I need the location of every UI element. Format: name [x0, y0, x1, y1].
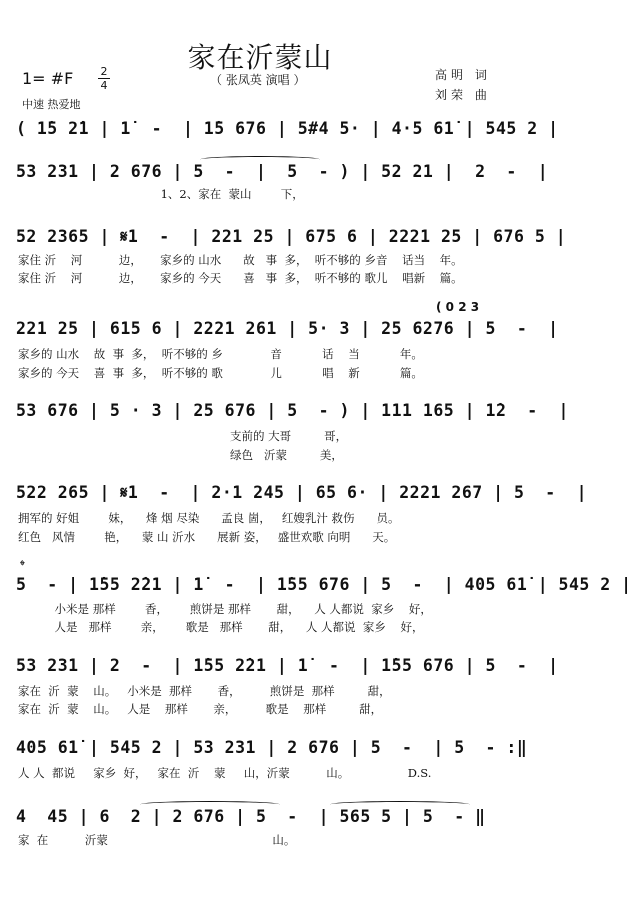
lyric-line-4-2: 家乡的 今天 喜 事 多， 听不够的 歌 儿 唱 新 篇。: [18, 366, 423, 380]
score-line-3: 52 2365 | 𝄋1 - | 221 25 | 675 6 | 2221 25 | 676 5 |: [16, 227, 567, 246]
pickup-notes: ( 0 2 3: [436, 300, 480, 314]
coda-sign: 𝄌: [20, 558, 25, 574]
score-line-9: 405 61̇ | 545 2 | 53 231 | 2 676 | 5 - | 5 - :‖: [16, 738, 528, 757]
score-line-10: 4 45 | 6 2 | 2 676 | 5 - | 565 5 | 5 - ‖: [16, 807, 486, 826]
singer-credit: （ 张凤英 演唱 ）: [210, 73, 306, 87]
score-line-7: 5 - | 1̇55 2̇21 | 1̇ - | 1̇55 676 | 5 - | 405 61̇ | 545 2 |: [16, 575, 632, 594]
score-line-4: 221 25 | 615 6 | 2221 261 | 5· 3 | 25 6276 | 5 - |: [16, 319, 559, 338]
slur-arc: [330, 801, 470, 808]
time-signature: 2 4: [98, 66, 110, 91]
lyric-line-6-1: 拥军的 好姐 妹， 烽 烟 尽染 孟良 崮， 红嫂乳汁 救伤 员。: [18, 511, 400, 525]
score-line-5: 53 676 | 5 · 3 | 25 676 | 5 - ) | 111 165 | 1̇2 - |: [16, 401, 569, 420]
score-line-6: 522 265 | 𝄋1 - | 2·1 245 | 65 6· | 2221 267 | 5 - |: [16, 483, 588, 502]
composer-credit: 刘荣 曲: [435, 88, 491, 102]
score-line-8: 53 231 | 2 - | 1̇55 2̇21 | 1̇ - | 1̇55 676 | 5 - |: [16, 656, 559, 675]
key-signature: 1= #F: [22, 69, 74, 88]
lyric-line-3-1: 家住 沂 河 边， 家乡的 山水 故 事 多， 听不够的 乡音 话当 年。: [18, 253, 463, 267]
song-title: 家在沂蒙山: [187, 41, 333, 74]
lyric-line-5-2: 绿色 沂蒙 美，: [18, 448, 343, 462]
score-line-2: 53 231 | 2 676 | 5 - | 5 - ) | 52 21 | 2 - |: [16, 162, 549, 181]
lyric-line-7-1: 小米是 那样 香， 煎饼是 那样 甜， 人 人都说 家乡 好，: [18, 602, 432, 616]
slur-arc: [140, 801, 280, 808]
lyric-line-5-1: 支前的 大哥 哥，: [18, 429, 348, 443]
lyric-line-3-2: 家住 沂 河 边， 家乡的 今天 喜 事 多， 听不够的 歌儿 唱新 篇。: [18, 271, 463, 285]
tempo-marking: 中速 热爱地: [22, 98, 81, 111]
slur-arc: [200, 156, 320, 163]
lyric-line-10-1: 家 在 沂蒙 山。: [18, 833, 296, 847]
lyric-line-8-1: 家在 沂 蒙 山。 小米是 那样 香， 煎饼是 那样 甜，: [18, 684, 391, 698]
lyric-line-4-1: 家乡的 山水 故 事 多， 听不够的 乡 音 话 当 年。: [18, 347, 423, 361]
lyric-line-7-2: 人是 那样 亲， 歌是 那样 甜， 人 人都说 家乡 好，: [18, 620, 424, 634]
lyric-line-8-2: 家在 沂 蒙 山。 人是 那样 亲， 歌是 那样 甜，: [18, 702, 383, 716]
lyricist-credit: 高明 词: [435, 68, 491, 82]
lyric-line-2-1: 1、2、家在 蒙山 下，: [18, 187, 304, 201]
lyric-line-6-2: 红色 风情 艳， 蒙 山 沂水 展新 姿， 盛世欢歌 向明 天。: [18, 530, 396, 544]
score-line-1: ( 1̇5 2̇1 | 1̇ - | 1̇5 676 | 5#4 5· | 4·5 61̇ | 545 2 |: [16, 119, 559, 138]
lyric-line-9-1: 人 人 都说 家乡 好， 家在 沂 蒙 山，沂蒙 山。 D.S.: [18, 766, 432, 780]
